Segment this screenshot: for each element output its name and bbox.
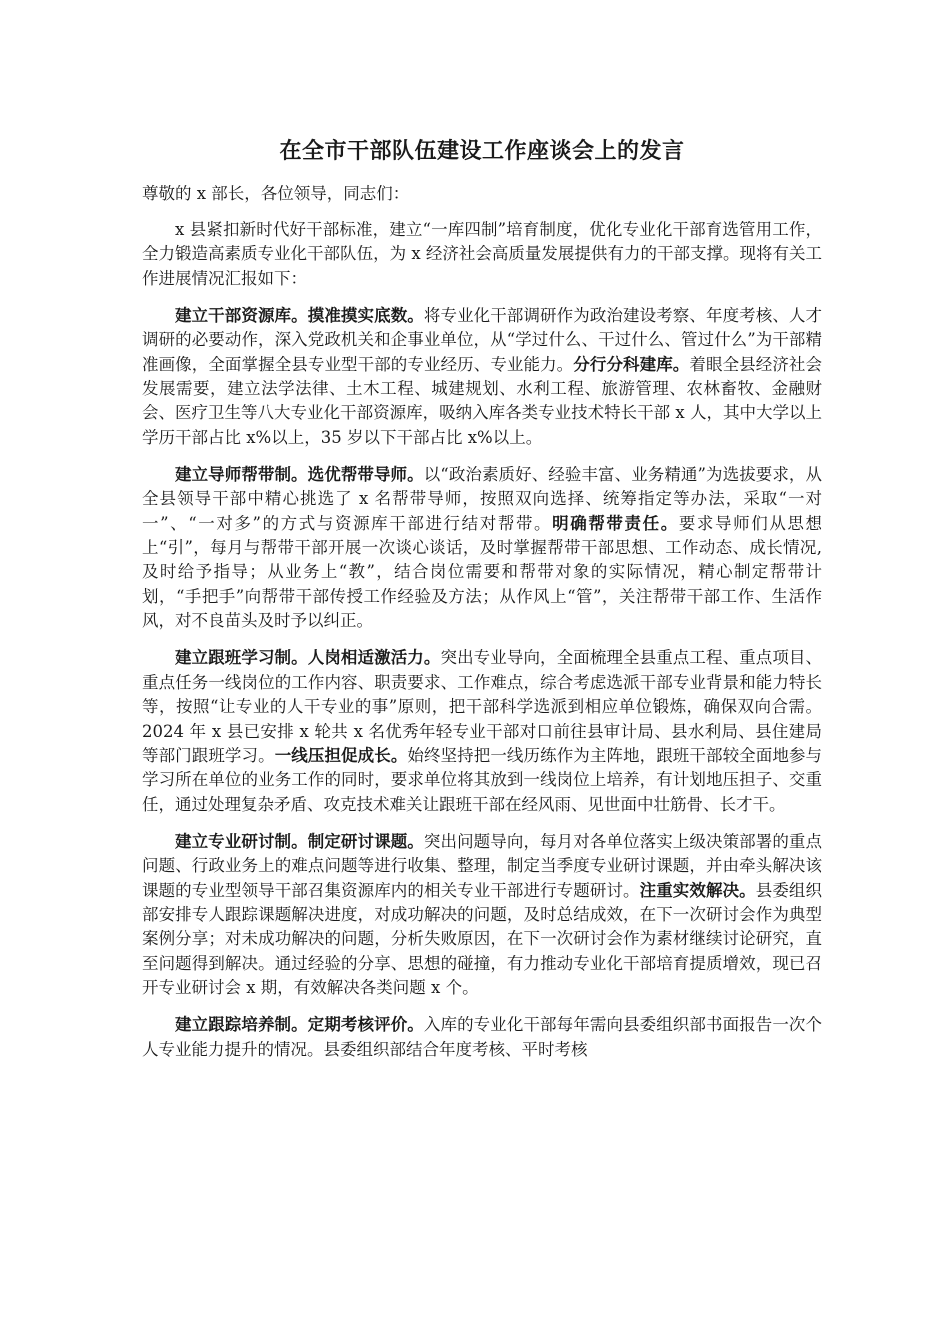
section-heading: 建立专业研讨制。	[175, 831, 308, 851]
section-text: 入库的专业化干部每年需向县委组织部书面报告一次个人专业能力提升的情况。县委组织部结合年度考核、平时考核	[142, 1015, 823, 1059]
section-subheading: 明确帮带责任。	[552, 513, 679, 533]
section-paragraph	[142, 304, 822, 450]
salutation: 尊敬的 x 部长，各位领导，同志们：	[142, 184, 410, 203]
section-subheading: 人岗相适激活力。	[307, 648, 441, 668]
section-text: 县委组织部安排专人跟踪课题解决进度，对成功解决的问题，及时总结成效，在下一次研讨会作为典型案例分享；对未成功解决的问题，分析失败原因，在下一次研讨会作为素材继续讨论研究，直至问题得到解决。通过经验的分享、思想的碰撞，有力推动专业化干部培育提质增效，现已召开专业研讨会 x 期，有效解决各类问题 x 个。	[142, 880, 823, 998]
section-paragraph	[142, 830, 822, 1001]
section-text: 始终坚持把一线历练作为主阵地，跟班干部较全面地参与学习所在单位的业务工作的同时，要求单位将其放到一线岗位上培养，有计划地压担子、交重任，通过处理复杂矛盾、攻克技术难关让跟班干部在经风雨、见世面中壮筋骨、长才干。	[142, 745, 823, 814]
section-text: 着眼全县经济社会发展需要，建立法学法律、土木工程、城建规划、水利工程、旅游管理、农林畜牧、金融财会、医疗卫生等八大专业化干部资源库，吸纳入库各类专业技术特长干部 x 人，其中大学以上学历干部占比 x%以上，35 岁以下干部占比 x%以上。	[142, 354, 823, 447]
section-subheading: 制定研讨课题。	[307, 831, 424, 851]
document-page	[142, 132, 822, 1075]
page-title: 在全市干部队伍建设工作座谈会上的发言	[279, 139, 685, 164]
section-heading: 建立跟踪培养制。	[175, 1015, 308, 1035]
section-text: 将专业化干部调研作为政治建设考察、年度考核、人才调研的必要动作，深入党政机关和企事业单位，从“学过什么、干过什么、管过什么”为干部精准画像，全面掌握全县专业型干部的专业经历、专业能力。	[142, 305, 823, 374]
section-heading: 建立干部资源库。	[175, 305, 308, 325]
section-text: 突出问题导向，每月对各单位落实上级决策部署的重点问题、行政业务上的难点问题等进行收集、整理，制定当季度专业研讨课题，并由牵头解决该课题的专业型领导干部召集资源库内的相关专业干部进行专题研讨。	[142, 831, 823, 900]
section-paragraph	[142, 646, 822, 817]
section-subheading: 分行分科建库。	[573, 354, 690, 374]
section-subheading: 定期考核评价。	[307, 1015, 424, 1035]
section-subheading: 摸准摸实底数。	[307, 305, 424, 325]
section-paragraph	[142, 1013, 822, 1062]
section-heading: 建立跟班学习制。	[175, 648, 308, 668]
section-subheading: 注重实效解决。	[639, 880, 756, 900]
section-paragraph	[142, 463, 822, 634]
section-text: 突出专业导向，全面梳理全县重点工程、重点项目、重点任务一线岗位的工作内容、职责要求、工作难点，综合考虑选派干部专业背景和能力特长等，按照“让专业的人干专业的事”原则，把干部科学选派到相应单位锻炼，确保双向合需。2024 年 x 县已安排 x 轮共 x 名优秀年轻专业干部对口前往县审计局、县水利局、县住建局等部门跟班学习。	[142, 648, 823, 765]
intro-paragraph: x 县紧扣新时代好干部标准，建立“一库四制”培育制度，优化专业化干部育选管用工作，全力锻造高素质专业化干部队伍，为 x 经济社会高质量发展提供有力的干部支撑。现将有关工作进展情况汇报如下：	[142, 220, 822, 288]
section-subheading: 一线压担促成长。	[274, 745, 408, 765]
section-text: 以“政治素质好、经验丰富、业务精通”为选拔要求，从全县领导干部中精心挑选了 x 名帮带导师，按照双向选择、统筹指定等办法，采取“一对一”、“一对多”的方式与资源库干部进行结对帮带。	[142, 464, 823, 533]
section-heading: 建立导师帮带制。	[175, 464, 308, 484]
section-subheading: 选优帮带导师。	[307, 464, 424, 484]
section-text: 要求导师们从思想上“引”，每月与帮带干部开展一次谈心谈话，及时掌握帮带干部思想、工作动态、成长情况,及时给予指导；从业务上“教”，结合岗位需要和帮带对象的实际情况，精心制定帮带计划，“手把手”向帮带干部传授工作经验及方法；从作风上“管”，关注帮带干部工作、生活作风，对不良苗头及时予以纠正。	[142, 513, 823, 631]
